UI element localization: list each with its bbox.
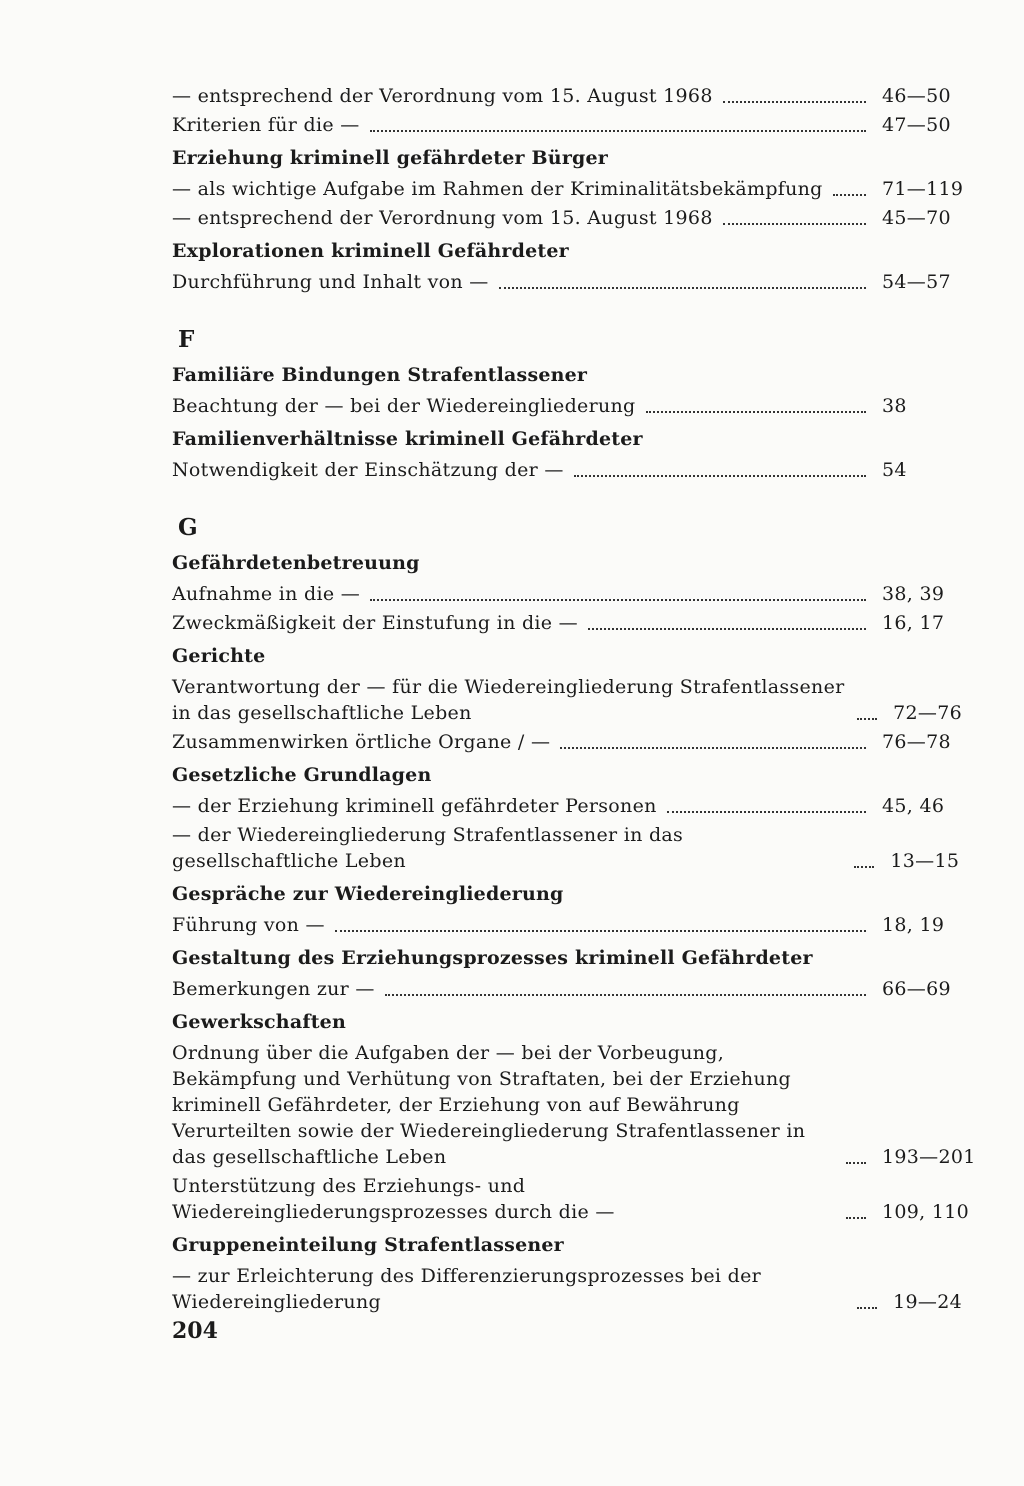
index-entry (172, 1263, 962, 1315)
dot-leader (370, 130, 866, 132)
index-entry (172, 205, 962, 231)
index-entry (172, 112, 962, 138)
index-content (172, 80, 976, 1315)
index-heading: Gruppeneinteilung Strafentlassener (172, 1234, 564, 1256)
entry-pages: 54 (882, 459, 907, 481)
entry-pages: 19—24 (893, 1291, 962, 1313)
index-heading: Erziehung kriminell gefährdeter Bürger (172, 147, 609, 169)
entry-pages: 193—201 (882, 1146, 976, 1168)
dot-leader (723, 101, 866, 103)
index-entry (172, 674, 962, 726)
dot-leader (723, 223, 866, 225)
entry-pages: 72—76 (893, 702, 962, 724)
entry-text: Ordnung über die Aufgaben der — bei der Vorbeugung, Bekämpfung und Verhütung von Straftaten, bei der Erziehung kriminell Gefährdeter, der Erziehung von auf Bewährung Verurteilten sowie der Wiedereingliederung Strafentlassener in das gesellschaftliche Leben (172, 1042, 806, 1168)
entry-pages: 13—15 (890, 850, 960, 872)
entry-text: — der Erziehung kriminell gefährdeter Personen (172, 795, 657, 817)
entry-text: Aufnahme in die — (172, 583, 361, 605)
entry-text: Zusammenwirken örtliche Organe / — (172, 731, 551, 753)
index-entry (172, 393, 962, 419)
index-entry (172, 1173, 970, 1225)
entry-text: Durchführung und Inhalt von — (172, 271, 489, 293)
section-letter: G (178, 514, 198, 541)
entry-pages: 16, 17 (882, 612, 945, 634)
dot-leader (574, 475, 866, 477)
dot-leader (846, 1217, 866, 1219)
index-entry (172, 976, 962, 1002)
entry-text: — als wichtige Aufgabe im Rahmen der Kriminalitätsbekämpfung (172, 178, 823, 200)
dot-leader (854, 866, 874, 868)
index-heading: Gerichte (172, 645, 266, 667)
dot-leader (588, 628, 866, 630)
index-heading: Explorationen kriminell Gefährdeter (172, 240, 569, 262)
entry-text: Bemerkungen zur — (172, 978, 375, 1000)
index-heading: Gewerkschaften (172, 1011, 346, 1033)
index-heading: Familiäre Bindungen Strafentlassener (172, 364, 588, 386)
entry-text: Führung von — (172, 914, 325, 936)
section-letter: F (178, 326, 195, 353)
entry-pages: 109, 110 (882, 1201, 970, 1223)
dot-leader (846, 1162, 866, 1164)
entry-text: Zweckmäßigkeit der Einstufung in die — (172, 612, 578, 634)
entry-pages: 76—78 (882, 731, 951, 753)
entry-pages: 54—57 (882, 271, 951, 293)
entry-pages: 71—119 (882, 178, 964, 200)
entry-pages: 45, 46 (882, 795, 945, 817)
entry-text: — entsprechend der Verordnung vom 15. August 1968 (172, 207, 713, 229)
dot-leader (385, 994, 866, 996)
index-entry (172, 1040, 976, 1170)
dot-leader (857, 718, 877, 720)
index-entry (172, 822, 962, 874)
entry-pages: 38, 39 (882, 583, 945, 605)
entry-text: Kriterien für die — (172, 114, 360, 136)
entry-text: Unterstützung des Erziehungs- und Wiedereingliederungsprozesses durch die — (172, 1175, 615, 1223)
index-entry (172, 176, 962, 202)
entry-text: Verantwortung der — für die Wiedereingliederung Strafentlassener in das gesellschaftliche Leben (172, 676, 845, 724)
entry-text: Notwendigkeit der Einschätzung der — (172, 459, 564, 481)
entry-pages: 46—50 (882, 85, 951, 107)
index-entry (172, 793, 962, 819)
dot-leader (335, 930, 866, 932)
entry-text: — entsprechend der Verordnung vom 15. August 1968 (172, 85, 713, 107)
index-heading: Familienverhältnisse kriminell Gefährdeter (172, 428, 643, 450)
index-entry (172, 729, 962, 755)
index-entry (172, 912, 962, 938)
dot-leader (370, 599, 866, 601)
index-heading: Gespräche zur Wiedereingliederung (172, 883, 564, 905)
dot-leader (667, 811, 866, 813)
page-number: 204 (172, 1318, 218, 1344)
entry-pages: 66—69 (882, 978, 951, 1000)
index-heading: Gestaltung des Erziehungsprozesses kriminell Gefährdeter (172, 947, 813, 969)
dot-leader (857, 1307, 877, 1309)
entry-pages: 47—50 (882, 114, 951, 136)
entry-pages: 45—70 (882, 207, 951, 229)
dot-leader (499, 287, 866, 289)
entry-pages: 38 (882, 395, 907, 417)
entry-text: Beachtung der — bei der Wiedereingliederung (172, 395, 636, 417)
index-entry (172, 610, 962, 636)
index-entry (172, 581, 962, 607)
index-entry (172, 83, 962, 109)
dot-leader (833, 194, 866, 196)
index-entry (172, 457, 962, 483)
entry-text: — der Wiedereingliederung Strafentlassener in das gesellschaftliche Leben (172, 824, 684, 872)
entry-pages: 18, 19 (882, 914, 945, 936)
dot-leader (560, 747, 866, 749)
index-entry (172, 269, 962, 295)
dot-leader (646, 411, 867, 413)
index-heading: Gesetzliche Grundlagen (172, 764, 432, 786)
index-heading: Gefährdetenbetreuung (172, 552, 420, 574)
entry-text: — zur Erleichterung des Differenzierungsprozesses bei der Wiedereingliederung (172, 1265, 762, 1313)
